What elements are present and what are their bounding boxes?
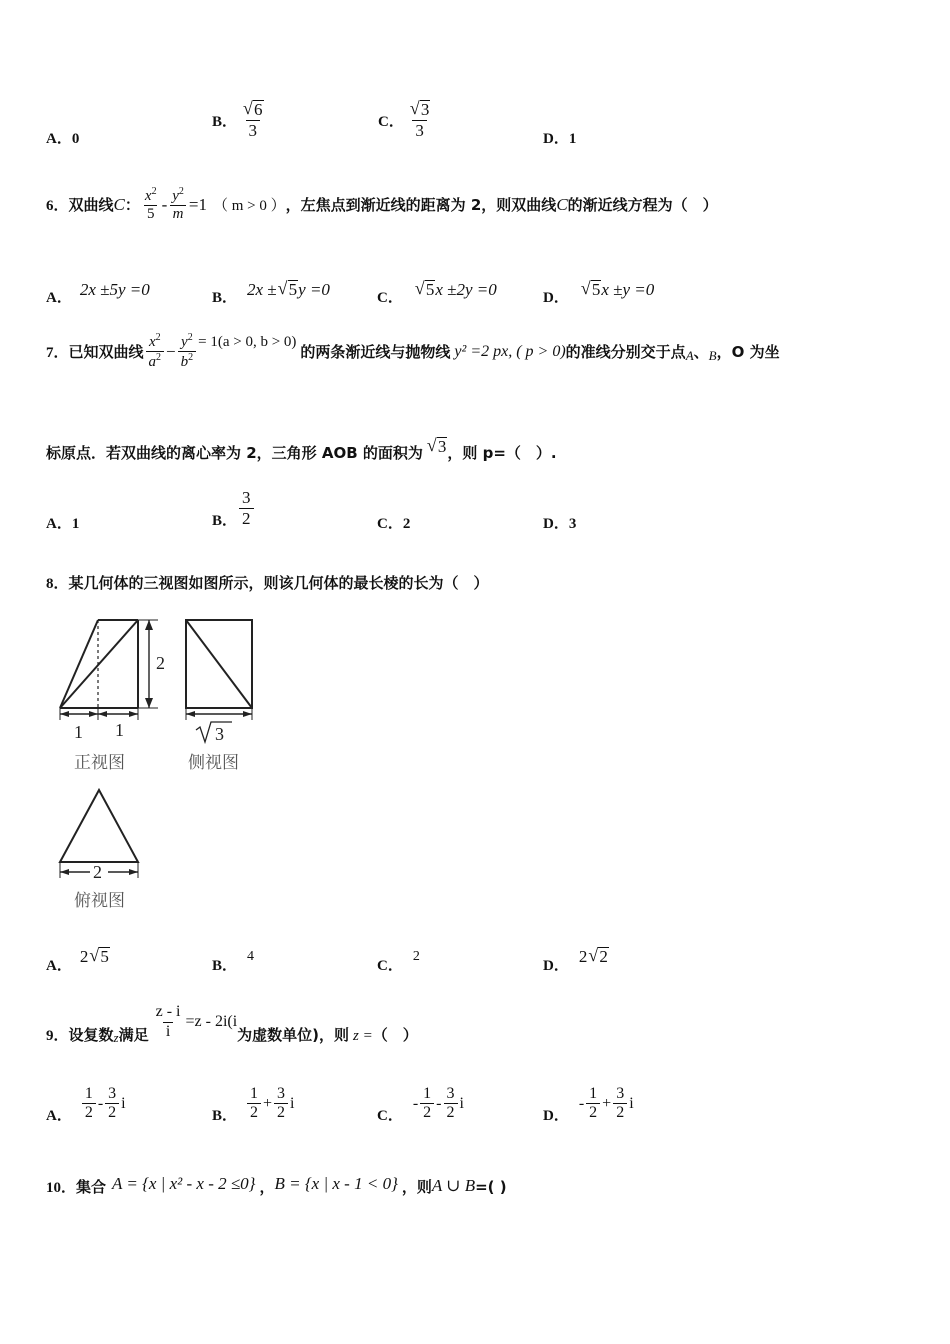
q6-option-b[interactable]: B． 2x ± √ 5 y =0 bbox=[212, 272, 330, 307]
q5-option-a[interactable]: A．0 bbox=[46, 131, 80, 147]
q9-fraction: $\frac{z - i}{i}$ bbox=[155, 1003, 181, 1040]
q7-b-fraction: $\frac{3}{2}$ bbox=[239, 488, 254, 528]
q6-frac-y: $\frac{y^2}{m}$ bbox=[169, 186, 187, 224]
q8-stem: 8． 某几何体的三视图如图所示，则该几何体的最长棱的长为（ ） bbox=[46, 574, 489, 592]
front-width-label-1: 1 bbox=[74, 722, 83, 742]
q6-option-a[interactable]: A． 2x ±5y =0 bbox=[46, 279, 150, 306]
q5-c-fraction: √ $\frac{3}{3}$ bbox=[406, 100, 434, 140]
q8-option-b[interactable]: B． 4 bbox=[212, 948, 255, 974]
q7-option-c[interactable]: C．2 bbox=[377, 516, 411, 532]
q6-stem: 6． 双曲线 C ： $\frac{x^2}{5}$ - $\frac{y^2}{m}$ =1 （ m > 0 ） ，左焦点到渐近线的距离为 2，则双曲线 C 的渐近线方程为（ ） bbox=[46, 186, 718, 223]
front-height-label: 2 bbox=[156, 653, 165, 673]
q6-option-d[interactable]: D． √ 5 x ±y =0 bbox=[543, 272, 654, 307]
side-width-label: 3 bbox=[215, 724, 224, 744]
q7-stem-line2: 标原点．若双曲线的离心率为 2，三角形 AOB 的面积为 √ 3 ，则 p=（ ）. bbox=[46, 430, 557, 463]
q10-stem: 10． 集合 A = {x | x² - x - 2 ≤0} ， B = {x | x - 1 < 0} ，则 A ∪ B =( ) bbox=[46, 1173, 507, 1196]
q8-option-c[interactable]: C． 2 bbox=[377, 948, 420, 974]
q6-frac-x: $\frac{x^2}{5}$ bbox=[144, 186, 157, 223]
q9-option-c[interactable]: C． - $\frac{1}{2}$ - $\frac{3}{2}$ i bbox=[377, 1084, 464, 1124]
side-view-caption: 侧视图 bbox=[188, 753, 239, 772]
q7-option-a[interactable]: A．1 bbox=[46, 516, 80, 532]
q9-option-b[interactable]: B． $\frac{1}{2}$ + $\frac{3}{2}$ i bbox=[212, 1084, 295, 1124]
q9-option-d[interactable]: D． - $\frac{1}{2}$ + $\frac{3}{2}$ i bbox=[543, 1084, 634, 1124]
front-width-label-2: 1 bbox=[115, 720, 124, 740]
q5-option-c[interactable]: C． √ $\frac{3}{3}$ bbox=[378, 100, 435, 140]
front-view bbox=[60, 620, 158, 720]
q7-frac-y: $\frac{y^2}{b^2}$ bbox=[178, 332, 197, 372]
q9-stem: 9． 设复数 z 满足 $\frac{z - i}{i}$ =z - 2i(i 为虚数单位)，则 z = （ ） bbox=[46, 1003, 418, 1045]
q7-option-b[interactable]: B． $\frac{3}{2}$ bbox=[212, 487, 256, 530]
top-view-caption: 俯视图 bbox=[74, 891, 125, 910]
top-width-label: 2 bbox=[93, 862, 102, 882]
q7-frac-x: $\frac{x^2}{a^2}$ bbox=[146, 332, 165, 372]
q9-option-a[interactable]: A． $\frac{1}{2}$ - $\frac{3}{2}$ i bbox=[46, 1084, 126, 1124]
q7-stem-line1: 7． 已知双曲线 $\frac{x^2}{a^2}$ − $\frac{y^2}{b^2}$ = 1(a > 0, b > 0) 的两条渐近线与抛物线 y² =2 px, ( p > 0) 的准线分别交于点 A 、 B ，O 为坐 bbox=[46, 332, 780, 371]
q8-option-d[interactable]: D． 2 √ 2 bbox=[543, 938, 609, 975]
q6-option-c[interactable]: C． √ 5 x ±2y =0 bbox=[377, 272, 497, 307]
q5-option-d[interactable]: D．1 bbox=[543, 131, 577, 147]
front-view-caption: 正视图 bbox=[74, 753, 125, 772]
three-view-figure bbox=[50, 612, 270, 912]
q8-option-a[interactable]: A． 2 √ 5 bbox=[46, 938, 110, 975]
q5-option-b[interactable]: B． √ $\frac{6}{3}$ bbox=[212, 100, 269, 140]
q5-b-fraction: √ $\frac{6}{3}$ bbox=[239, 100, 267, 140]
q7-option-d[interactable]: D．3 bbox=[543, 516, 577, 532]
